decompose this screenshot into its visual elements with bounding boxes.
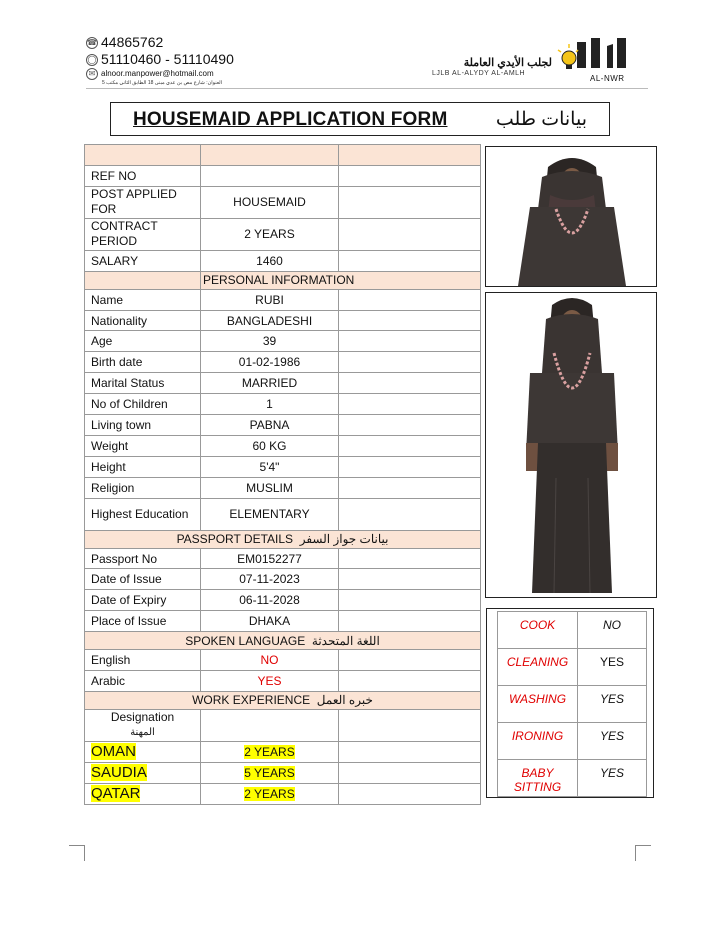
birth-date-label: Birth date (85, 352, 201, 373)
logo-english-text: LJLB AL-ALYDY AL-AMLH (432, 70, 526, 77)
children-label: No of Children (85, 394, 201, 415)
nationality-label: Nationality (85, 310, 201, 331)
skill-cleaning-value: YES (578, 649, 647, 686)
table-row (85, 548, 481, 569)
section-header (85, 632, 481, 650)
passport-no-value: EM0152277 (201, 548, 339, 569)
table-row (85, 165, 481, 186)
corner-mark-left (69, 845, 85, 861)
table-row (85, 415, 481, 436)
applicant-photo-full (485, 292, 657, 598)
designation-label: Designation (110, 710, 175, 725)
birth-date-value: 01-02-1986 (201, 352, 339, 373)
expiry-date-value: 06-11-2028 (201, 590, 339, 611)
height-value: 5'4" (201, 456, 339, 477)
passport-no-label: Passport No (85, 548, 201, 569)
age-value: 39 (201, 331, 339, 352)
salary-label: SALARY (85, 250, 201, 271)
work-header-ar: خبره العمل (316, 693, 373, 708)
skill-washing-value: YES (578, 686, 647, 723)
post-applied-value: HOUSEMAID (201, 186, 339, 218)
personal-info-header: PERSONAL INFORMATION (201, 271, 481, 289)
logo-arabic-text: لجلب الأيدي العاملة (463, 57, 552, 69)
ref-no-label: REF NO (85, 165, 201, 186)
english-value: NO (201, 650, 339, 671)
language-header-ar: اللغة المتحدثة (311, 633, 380, 648)
country-cell (85, 783, 201, 804)
skill-ironing-value: YES (578, 723, 647, 760)
mail-icon: ✉ (86, 68, 98, 80)
issue-date-label: Date of Issue (85, 569, 201, 590)
arabic-label: Arabic (85, 671, 201, 692)
contract-period-value: 2 YEARS (201, 218, 339, 250)
skills-table (497, 611, 647, 797)
section-header (85, 530, 481, 548)
duration-cell (201, 783, 339, 804)
salary-value: 1460 (201, 250, 339, 271)
language-header-en: SPOKEN LANGUAGE (185, 633, 306, 648)
height-label: Height (85, 456, 201, 477)
table-row (85, 783, 481, 804)
education-label: Highest Education (85, 498, 201, 530)
expiry-date-label: Date of Expiry (85, 590, 201, 611)
email-address: alnoor.manpower@hotmail.com (101, 69, 214, 78)
ref-no-value (201, 165, 339, 186)
form-title-box (110, 102, 610, 136)
duration-qatar: 2 YEARS (244, 786, 295, 801)
phone-icon: ☎ (87, 37, 97, 47)
country-qatar: QATAR (91, 785, 141, 803)
english-label: English (85, 650, 201, 671)
marital-status-label: Marital Status (85, 373, 201, 394)
mobile-icon: ◯ (87, 54, 97, 64)
work-header-en: WORK EXPERIENCE (192, 693, 311, 708)
designation-cell (85, 709, 201, 741)
living-town-value: PABNA (201, 415, 339, 436)
weight-label: Weight (85, 435, 201, 456)
logo-brand: AL-NWR (590, 74, 625, 83)
skill-row (498, 612, 647, 649)
section-header (85, 271, 481, 289)
skill-cook-value: NO (578, 612, 647, 649)
phone-row-2 (86, 51, 234, 68)
email-row (86, 68, 234, 80)
section-header (85, 691, 481, 709)
table-row (85, 569, 481, 590)
table-row (85, 477, 481, 498)
table-top-band (85, 145, 481, 166)
table-row (85, 650, 481, 671)
passport-header (85, 530, 481, 548)
application-table (84, 144, 481, 805)
table-row (85, 762, 481, 783)
applicant-photo-small (485, 146, 657, 287)
table-row (85, 186, 481, 218)
designation-label-ar: المهنة (130, 727, 155, 739)
arabic-value: YES (201, 671, 339, 692)
table-row (85, 741, 481, 762)
table-row (85, 498, 481, 530)
table-row (85, 218, 481, 250)
duration-saudia: 5 YEARS (244, 765, 295, 780)
children-value: 1 (201, 394, 339, 415)
skill-washing-label: WASHING (498, 686, 578, 723)
skill-row (498, 760, 647, 797)
skill-cleaning-label: CLEANING (498, 649, 578, 686)
skills-box (486, 608, 654, 798)
skill-row (498, 686, 647, 723)
form-title-arabic: بيانات طلب (495, 109, 587, 130)
table-row (85, 373, 481, 394)
skill-ironing-label: IRONING (498, 723, 578, 760)
education-value: ELEMENTARY (201, 498, 339, 530)
passport-header-ar: بيانات جواز السفر (299, 532, 389, 547)
contact-block (86, 34, 234, 87)
table-row (85, 709, 481, 741)
nationality-value: BANGLADESHI (201, 310, 339, 331)
country-cell (85, 741, 201, 762)
name-value: RUBI (201, 289, 339, 310)
country-cell (85, 762, 201, 783)
form-title: HOUSEMAID APPLICATION FORM (133, 109, 448, 130)
passport-header-en: PASSPORT DETAILS (176, 532, 294, 547)
issue-place-value: DHAKA (201, 611, 339, 632)
age-label: Age (85, 331, 201, 352)
work-header (85, 691, 481, 709)
duration-cell (201, 762, 339, 783)
issue-date-value: 07-11-2023 (201, 569, 339, 590)
issue-place-label: Place of Issue (85, 611, 201, 632)
header-divider (86, 88, 648, 89)
living-town-label: Living town (85, 415, 201, 436)
corner-mark-right (635, 845, 651, 861)
table-row (85, 310, 481, 331)
table-row (85, 289, 481, 310)
skill-row (498, 649, 647, 686)
country-saudia: SAUDIA (91, 764, 147, 782)
table-row (85, 590, 481, 611)
phone-number-2: 51110460 - 51110490 (101, 51, 234, 67)
table-row (85, 394, 481, 415)
address-line: العنوان: شارع مص بن عدي مبنى 18 الطابق الثاني مكتب 5 (102, 80, 223, 86)
post-applied-label: POST APPLIED FOR (85, 186, 201, 218)
applicant-portrait-image (486, 147, 657, 287)
marital-status-value: MARRIED (201, 373, 339, 394)
table-row (85, 435, 481, 456)
religion-label: Religion (85, 477, 201, 498)
contract-period-label: CONTRACT PERIOD (85, 218, 201, 250)
table-row (85, 352, 481, 373)
weight-value: 60 KG (201, 435, 339, 456)
skill-cook-label: COOK (498, 612, 578, 649)
skill-babysitting-label: BABY SITTING (498, 760, 578, 797)
duration-oman: 2 YEARS (244, 744, 295, 759)
applicant-fullbody-image (486, 293, 657, 598)
country-oman: OMAN (91, 743, 136, 761)
table-row (85, 456, 481, 477)
skill-row (498, 723, 647, 760)
phone-row-1 (86, 34, 234, 51)
phone-number-1: 44865762 (101, 34, 164, 50)
name-label: Name (85, 289, 201, 310)
table-row (85, 331, 481, 352)
company-logo (430, 36, 650, 86)
table-row (85, 671, 481, 692)
duration-cell (201, 741, 339, 762)
table-row (85, 611, 481, 632)
religion-value: MUSLIM (201, 477, 339, 498)
skill-babysitting-value: YES (578, 760, 647, 797)
table-row (85, 250, 481, 271)
language-header (85, 632, 481, 650)
